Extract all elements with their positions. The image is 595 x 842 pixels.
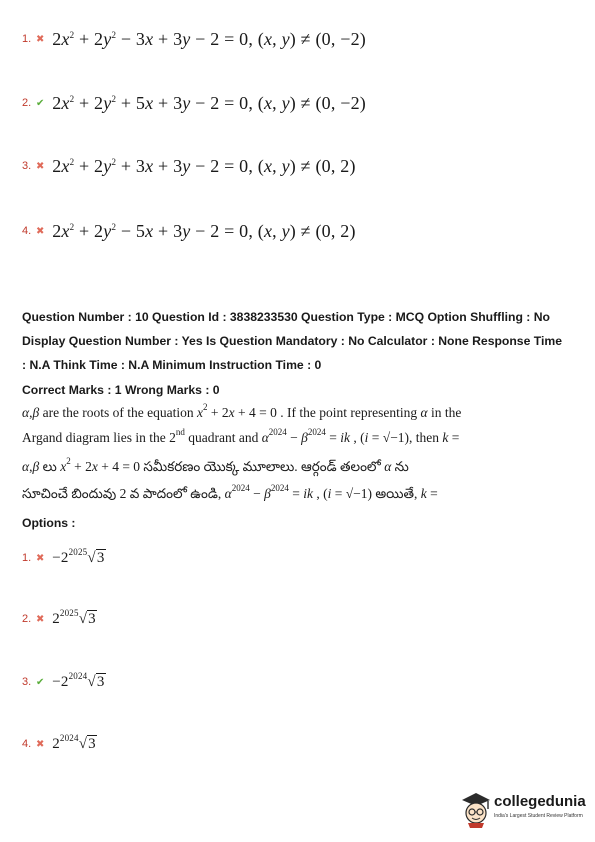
correct-mark-icon: ✔ xyxy=(35,97,45,109)
option-number: 1. xyxy=(22,33,32,45)
option-2-top xyxy=(22,90,366,116)
option-number: 2. xyxy=(22,613,32,625)
question-meta-line1: Question Number : 10 Question Id : 3838233530 Question Type : MCQ Option Shuffling : No xyxy=(22,310,550,324)
option-expression: $-2^{2025}√3$ xyxy=(52,546,105,566)
brand-name: collegedunia xyxy=(494,793,586,810)
option-number: 1. xyxy=(22,552,32,564)
wrong-mark-icon: ✖ xyxy=(35,160,45,172)
option-number: 4. xyxy=(22,225,32,237)
question-meta-line3: : N.A Think Time : N.A Minimum Instruction Time : 0 xyxy=(22,358,322,372)
mascot-icon xyxy=(460,790,492,828)
option-1-top xyxy=(22,26,366,52)
option-equation: $2x^2 + 2y^2 + 3x + 3y - 2 = 0$, (x, y) ≠ (0, 2) xyxy=(52,155,356,176)
option-expression: $-2^{2024}√3$ xyxy=(52,670,105,690)
brand-tagline: India's Largest Student Review Platform xyxy=(494,813,583,819)
wrong-mark-icon: ✖ xyxy=(35,738,45,750)
option-4-top xyxy=(22,218,356,244)
wrong-mark-icon: ✖ xyxy=(35,552,45,564)
option-expression: $2^{2024}√3$ xyxy=(52,732,96,752)
question-telugu-line2: సూచించే బిందువు 2 వ పాదంలో ఉండి, $\alpha^{2024} - \beta^{2024}$ = ik , (i = √−1) అయితే, k = xyxy=(22,483,438,501)
option-expression: $2^{2025}√3$ xyxy=(52,607,96,627)
question-english-line1: α,β are the roots of the equation $x^2 + 2x + 4 = 0$ . If the point representing α in the xyxy=(22,402,462,420)
wrong-mark-icon: ✖ xyxy=(35,225,45,237)
question-meta-line2: Display Question Number : Yes Is Question Mandatory : No Calculator : None Response Time xyxy=(22,334,562,348)
option-equation: $2x^2 + 2y^2 - 3x + 3y - 2 = 0$, (x, y) ≠ (0, −2) xyxy=(52,28,366,49)
correct-mark-icon: ✔ xyxy=(35,676,45,688)
option-equation: $2x^2 + 2y^2 + 5x + 3y - 2 = 0$, (x, y) ≠ (0, −2) xyxy=(52,92,366,113)
question-english-line2: Argand diagram lies in the 2nd quadrant and $\alpha^{2024} - \beta^{2024}$ = ik , (i = √−1), then k = xyxy=(22,427,460,445)
option-4-bottom xyxy=(22,731,97,757)
option-number: 2. xyxy=(22,97,32,109)
option-3-bottom xyxy=(22,669,106,695)
option-number: 3. xyxy=(22,160,32,172)
option-number: 4. xyxy=(22,738,32,750)
option-number: 3. xyxy=(22,676,32,688)
option-equation: $2x^2 + 2y^2 - 5x + 3y - 2 = 0$, (x, y) ≠ (0, 2) xyxy=(52,220,356,241)
wrong-mark-icon: ✖ xyxy=(35,613,45,625)
option-3-top xyxy=(22,153,356,179)
wrong-mark-icon: ✖ xyxy=(35,33,45,45)
collegedunia-logo xyxy=(460,790,590,830)
marks-line: Correct Marks : 1 Wrong Marks : 0 xyxy=(22,383,220,397)
option-2-bottom xyxy=(22,606,97,632)
options-label: Options : xyxy=(22,516,76,530)
question-telugu-line1: α,β లు $x^2 + 2x + 4 = 0$ సమీకరణం యొక్క మూలాలు. ఆర్గండ్ తలంలో α ను xyxy=(22,456,409,474)
option-1-bottom xyxy=(22,545,106,571)
